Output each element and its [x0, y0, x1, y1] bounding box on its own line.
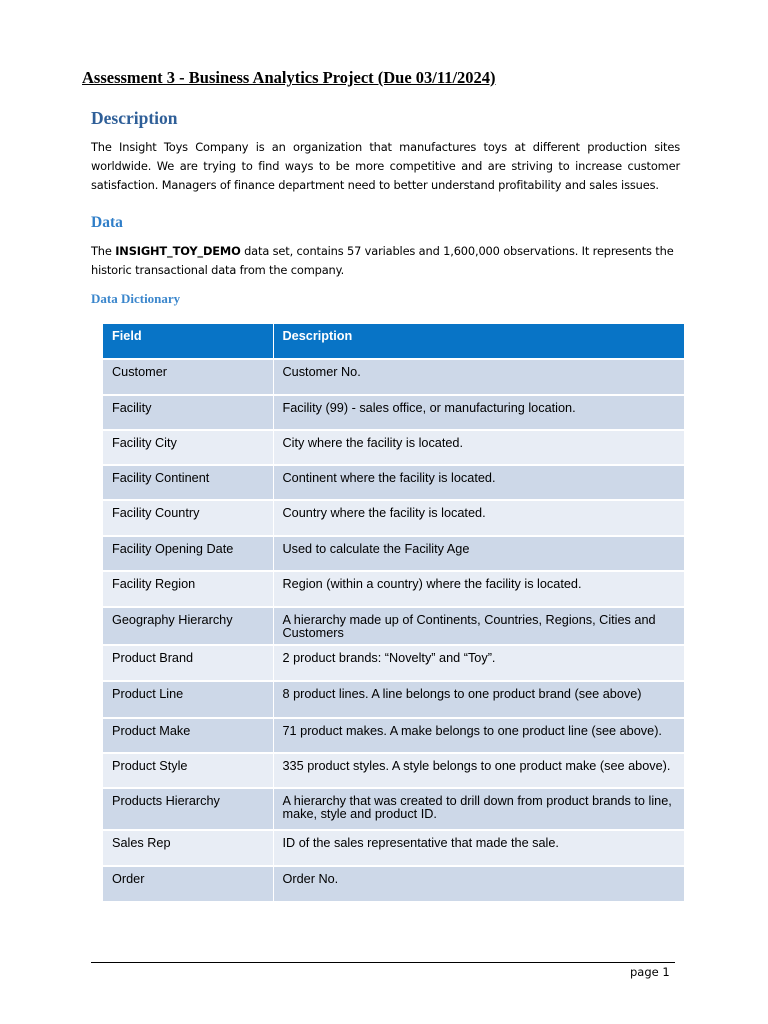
description-cell: 71 product makes. A make belongs to one product line (see above). — [273, 718, 684, 753]
field-cell: Facility Region — [103, 571, 273, 607]
field-cell: Order — [103, 866, 273, 901]
description-cell: Used to calculate the Facility Age — [273, 536, 684, 571]
field-cell: Facility Continent — [103, 465, 273, 500]
table-row — [103, 359, 684, 395]
table-row — [103, 500, 684, 536]
table-row — [103, 571, 684, 607]
field-cell: Sales Rep — [103, 830, 273, 866]
table-row — [103, 395, 684, 430]
description-cell: A hierarchy that was created to drill down from product brands to line, make, style and product ID. — [273, 788, 684, 830]
table-row — [103, 830, 684, 866]
table-row — [103, 536, 684, 571]
data-dictionary-heading: Data Dictionary — [91, 291, 181, 306]
page-number: page 1 — [630, 965, 670, 979]
table-row — [103, 681, 684, 718]
description-paragraph: The Insight Toys Company is an organization that manufactures toys at different production sites worldwide. We are trying to find ways to be more competitive and are striving to increase customer satisfaction. Managers of finance department need to better understand profitability and sales issues. — [91, 140, 680, 192]
table-row — [103, 788, 684, 830]
description-cell: ID of the sales representative that made the sale. — [273, 830, 684, 866]
field-cell: Product Brand — [103, 645, 273, 681]
field-cell: Product Style — [103, 753, 273, 788]
field-cell: Facility — [103, 395, 273, 430]
data-text-prefix: The — [91, 244, 116, 258]
description-cell: A hierarchy made up of Continents, Countries, Regions, Cities and Customers — [273, 607, 684, 645]
data-dictionary-table — [103, 324, 684, 901]
table-row — [103, 430, 684, 465]
table-row — [103, 607, 684, 645]
column-header-field: Field — [103, 324, 273, 359]
footer-divider — [91, 962, 675, 963]
table-header-row — [103, 324, 684, 359]
description-heading: Description — [91, 108, 178, 128]
column-header-description: Description — [273, 324, 684, 359]
field-cell: Facility Country — [103, 500, 273, 536]
field-cell: Facility City — [103, 430, 273, 465]
field-cell: Facility Opening Date — [103, 536, 273, 571]
document-title: Assessment 3 - Business Analytics Project (Due 03/11/2024) — [82, 68, 496, 87]
table-row — [103, 718, 684, 753]
description-cell: 2 product brands: “Novelty” and “Toy”. — [273, 645, 684, 681]
description-cell: City where the facility is located. — [273, 430, 684, 465]
dataset-name: INSIGHT_TOY_DEMO — [115, 244, 241, 258]
description-cell: 8 product lines. A line belongs to one product brand (see above) — [273, 681, 684, 718]
field-cell: Product Make — [103, 718, 273, 753]
table-row — [103, 753, 684, 788]
field-cell: Customer — [103, 359, 273, 395]
data-paragraph — [91, 242, 680, 280]
table-row — [103, 645, 684, 681]
description-cell: Continent where the facility is located. — [273, 465, 684, 500]
description-cell: Facility (99) - sales office, or manufacturing location. — [273, 395, 684, 430]
field-cell: Products Hierarchy — [103, 788, 273, 830]
description-cell: 335 product styles. A style belongs to one product make (see above). — [273, 753, 684, 788]
field-cell: Geography Hierarchy — [103, 607, 273, 645]
description-cell: Country where the facility is located. — [273, 500, 684, 536]
field-cell: Product Line — [103, 681, 273, 718]
description-cell: Order No. — [273, 866, 684, 901]
table-row — [103, 866, 684, 901]
data-heading: Data — [91, 214, 123, 231]
description-cell: Customer No. — [273, 359, 684, 395]
data-text-suffix: data set, contains 57 variables and 1,600,000 observations. It represents the historic transactional data from the company. — [91, 244, 674, 277]
description-cell: Region (within a country) where the facility is located. — [273, 571, 684, 607]
table-row — [103, 465, 684, 500]
